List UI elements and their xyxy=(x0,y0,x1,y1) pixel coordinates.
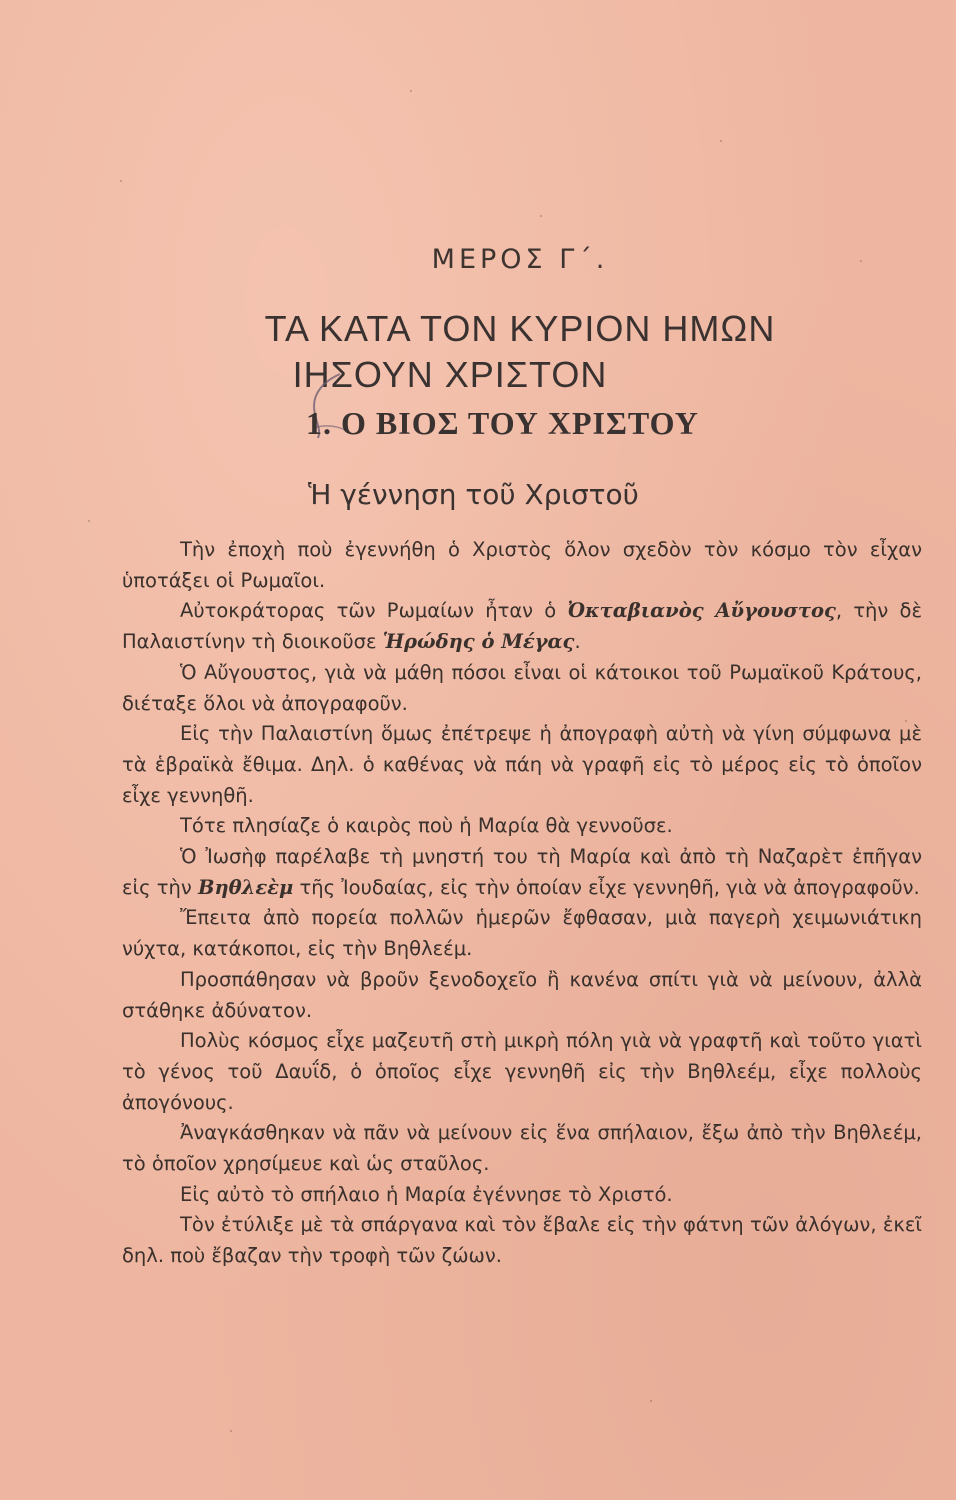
part-label: ΜΕΡΟΣ Γ΄. xyxy=(431,244,609,275)
paper-speck xyxy=(88,520,90,522)
paragraph: Πολὺς κόσμος εἶχε μαζευτῆ στὴ μικρὴ πόλη γιὰ νὰ γραφτῆ καὶ τοῦτο γιατὶ τὸ γένος τοῦ Δαυΐδ, ὁ ὁποῖος εἶχε γεννηθῆ εἰς τὴν Βηθλεέμ, εἶχε πολλοὺς ἀπογόνους. xyxy=(122,1029,922,1114)
text-run: τῆς Ἰουδαίας, εἰς τὴν ὁποίαν εἶχε γεννηθῆ, γιὰ νὰ ἀπογραφοῦν. xyxy=(293,875,920,899)
paragraph: Τὸν ἐτύλιξε μὲ τὰ σπάργανα καὶ τὸν ἔβαλε εἰς τὴν φάτνη τῶν ἀλόγων, ἐκεῖ δηλ. ποὺ ἔβαζαν τὴν τροφὴ τῶν ζώων. xyxy=(122,1213,922,1268)
emphasis-name: Ἡρώδης ὁ Μέγας xyxy=(382,630,575,654)
section-title: 1. Ο ΒΙΟΣ ΤΟΥ ΧΡΙΣΤΟΥ xyxy=(306,405,699,441)
text-run: , τὴν δὲ Παλαιστίνην τὴ διοικοῦσε xyxy=(122,599,923,654)
paragraph: Τὴν ἐποχὴ ποὺ ἐγεννήθη ὁ Χριστὸς ὅλον σχεδὸν τὸν κόσμο τὸν εἶχαν ὑποτάξει οἱ Ρωμαῖοι. xyxy=(122,538,922,592)
body-text xyxy=(122,535,922,1272)
text-run: . xyxy=(574,630,581,654)
paper-speck xyxy=(650,1400,652,1402)
main-title-line-2: ΙΗΣΟΥΝ ΧΡΙΣΤΟΝ xyxy=(292,354,608,395)
paragraph: Προσπάθησαν νὰ βροῦν ξενοδοχεῖο ἢ κανένα σπίτι γιὰ νὰ μείνουν, ἀλλὰ στάθηκε ἀδύνατον. xyxy=(122,967,922,1022)
text-run: Ὁ Ἰωσὴφ παρέλαβε τὴ μνηστή του τὴ Μαρία καὶ ἀπὸ τὴ Ναζαρὲτ ἐπῆγαν εἰς τὴν xyxy=(122,845,922,899)
paragraph: Τότε πλησίαζε ὁ καιρὸς ποὺ ἡ Μαρία θὰ γεννοῦσε. xyxy=(180,814,673,838)
emphasis-name: Ὀκταβιανὸς Αὔγουστος xyxy=(567,599,836,623)
paragraph xyxy=(122,842,922,903)
paragraph: Εἰς αὐτὸ τὸ σπήλαιο ἡ Μαρία ἐγέννησε τὸ Χριστό. xyxy=(180,1182,673,1206)
paragraph: Εἰς τὴν Παλαιστίνη ὅμως ἐπέτρεψε ἡ ἀπογραφὴ αὐτὴ νὰ γίνη σύμφωνα μὲ τὰ ἑβραϊκὰ ἔθιμα. Δηλ. ὁ καθένας νὰ πάη νὰ γραφῆ εἰς τὸ μέρος εἰς τὸ ὁποῖον εἶχε γεννηθῆ. xyxy=(122,722,922,807)
text-run: Αὐτοκράτορας τῶν Ρωμαίων ἦταν ὁ xyxy=(180,599,568,623)
emphasis-name: Βηθλεὲμ xyxy=(197,875,294,899)
main-title xyxy=(0,306,956,398)
section-subtitle: Ἡ γέννηση τοῦ Χριστοῦ xyxy=(308,478,639,511)
paragraph: Ὁ Αὔγουστος, γιὰ νὰ μάθη πόσοι εἶναι οἱ κάτοικοι τοῦ Ρωμαϊκοῦ Κράτους, διέταξε ὅλοι νὰ ἀπογραφοῦν. xyxy=(122,660,922,715)
main-title-line-1: ΤΑ ΚΑΤΑ ΤΟΝ ΚΥΡΙΟΝ ΗΜΩΝ xyxy=(264,308,776,349)
paper-speck xyxy=(410,90,412,92)
paragraph: Ἀναγκάσθηκαν νὰ πᾶν νὰ μείνουν εἰς ἕνα σπήλαιον, ἔξω ἀπὸ τὴν Βηθλεέμ, τὸ ὁποῖον χρησίμευε καὶ ὡς σταῦλος. xyxy=(122,1121,922,1176)
paper-speck xyxy=(720,140,722,142)
paper-speck xyxy=(120,180,122,182)
paper-speck xyxy=(540,215,542,217)
paragraph xyxy=(122,596,922,657)
paper-speck xyxy=(230,1430,232,1432)
paragraph: Ἔπειτα ἀπὸ πορεία πολλῶν ἡμερῶν ἔφθασαν, μιὰ παγερὴ χειμωνιάτικη νύχτα, κατάκοποι, εἰς τὴν Βηθλεέμ. xyxy=(122,906,922,961)
